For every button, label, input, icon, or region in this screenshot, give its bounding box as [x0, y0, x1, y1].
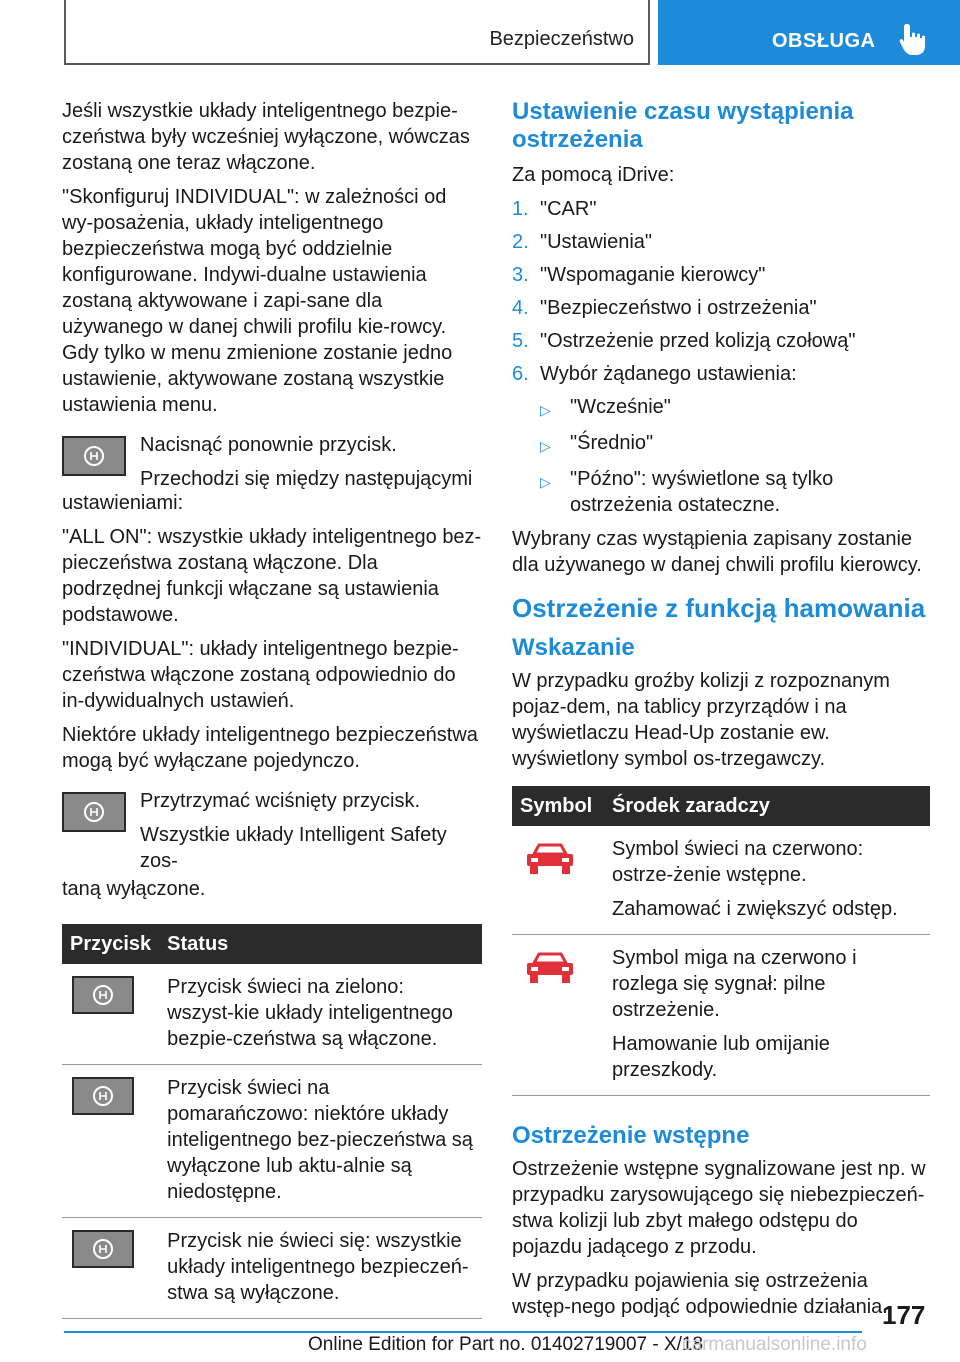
- footer-divider: [64, 1331, 862, 1333]
- triangle-bullet-icon: ▷: [540, 402, 551, 418]
- table-cell: Przycisk świeci na zielono: wszyst-kie układy inteligentnego bezpie-czeństwa są włączone.: [159, 964, 482, 1065]
- table-header: Status: [159, 924, 482, 964]
- header-section-title: Bezpieczeństwo: [489, 28, 634, 50]
- symbol-remedy-table: [512, 786, 930, 1096]
- table-header: Przycisk: [62, 924, 159, 964]
- left-column: [62, 98, 482, 1319]
- header-section-box: [64, 0, 650, 65]
- car-warning-icon: [524, 951, 576, 985]
- intelligent-safety-button-icon: [72, 1077, 134, 1115]
- icon-text: Nacisnąć ponownie przycisk.: [140, 434, 397, 456]
- paragraph: W przypadku groźby kolizji z rozpoznanym pojaz-dem, na tablicy przyrządów i na wyświetlaczu Head-Up zostanie ew. wyświetlony symbol os-trzegawczy.: [512, 670, 890, 770]
- idrive-steps-list: [512, 196, 930, 518]
- list-item: 2. "Ustawienia": [512, 231, 653, 253]
- header-chapter-label: OBSŁUGA: [772, 30, 876, 52]
- sub-options-list: [512, 394, 930, 518]
- paragraph: taną wyłączone.: [62, 878, 206, 900]
- paragraph: Jeśli wszystkie układy inteligentnego bezpie-czeństwa były wcześniej wyłączone, wówczas zostaną one teraz włączone.: [62, 100, 470, 174]
- table-cell: Przycisk nie świeci się: wszystkie układy inteligentnego bezpieczeń-stwa są wyłączone.: [159, 1218, 482, 1319]
- table-cell: Hamowanie lub omijanie przeszkody.: [612, 1033, 830, 1081]
- button-status-table: [62, 924, 482, 1319]
- paragraph: "INDIVIDUAL": układy inteligentnego bezpie-czeństwa włączone zostaną odpowiednio do in-dywidualnych ustawień.: [62, 638, 459, 712]
- footer-watermark: carmanualsonline.info: [682, 1334, 867, 1355]
- intelligent-safety-button-icon: [62, 436, 126, 476]
- paragraph: ustawieniami:: [62, 492, 184, 514]
- table-row: [512, 826, 930, 935]
- subsection-heading: Wskazanie: [512, 634, 635, 661]
- section-heading: Ostrzeżenie z funkcją hamowania: [512, 593, 926, 623]
- list-item: ▷ "Średnio": [540, 430, 930, 459]
- table-cell: Zahamować i zwiększyć odstęp.: [612, 898, 898, 920]
- car-warning-icon: [524, 842, 576, 876]
- icon-text: Wszystkie układy Intelligent Safety zos-: [140, 824, 447, 872]
- icon-paragraph: [62, 432, 482, 496]
- icon-text: Przechodzi się między następującymi: [140, 468, 473, 490]
- table-header: Środek zaradczy: [604, 786, 930, 826]
- table-row: [62, 964, 482, 1065]
- paragraph: "ALL ON": wszystkie układy inteligentnego bez-pieczeństwa zostaną włączone. Dla podrzędnej funkcji włączane są ustawienia podstawowe.: [62, 526, 482, 626]
- paragraph: W przypadku pojawienia się ostrzeżenia wstęp-nego podjąć odpowiednie działania.: [512, 1270, 888, 1318]
- paragraph: Za pomocą iDrive:: [512, 164, 675, 186]
- triangle-bullet-icon: ▷: [540, 474, 551, 490]
- table-row: [512, 935, 930, 1096]
- triangle-bullet-icon: ▷: [540, 438, 551, 454]
- table-header: Symbol: [512, 786, 604, 826]
- table-cell: Symbol świeci na czerwono: ostrze-żenie wstępne.: [612, 838, 864, 886]
- paragraph: Wybrany czas wystąpienia zapisany zostanie dla używanego w danej chwili profilu kierowcy.: [512, 528, 922, 576]
- table-cell: Symbol miga na czerwono i rozlega się sygnał: pilne ostrzeżenie.: [612, 947, 857, 1021]
- paragraph: "Skonfiguruj INDIVIDUAL": w zależności od wy-posażenia, układy inteligentnego bezpieczeństwa mogą być oddzielnie konfigurowane. Indywi-dualne ustawienia zostaną aktywowane i zapi-sane dla używanego w danej chwili profilu kie-rowcy. Gdy tylko w menu zmienione zostanie jedno ustawienie, aktywowane zostaną wszystkie ustawienia menu.: [62, 186, 453, 416]
- page-number: 177: [882, 1300, 926, 1330]
- list-item: 6. Wybór żądanego ustawienia: ▷ "Wcześnie" ▷ "Średnio" ▷ "Późno": wyświetlone są tylko ostrzeżenia ostateczne.: [512, 361, 930, 518]
- icon-text: Przytrzymać wciśnięty przycisk.: [140, 790, 421, 812]
- intelligent-safety-button-icon: [62, 792, 126, 832]
- list-item: 3. "Wspomaganie kierowcy": [512, 264, 766, 286]
- icon-paragraph: [62, 788, 482, 874]
- table-row: [62, 1218, 482, 1319]
- hand-pointer-icon: [898, 22, 930, 56]
- paragraph: Niektóre układy inteligentnego bezpieczeństwa mogą być wyłączane pojedynczo.: [62, 724, 478, 772]
- subsection-heading: Ostrzeżenie wstępne: [512, 1122, 750, 1149]
- list-item: ▷ "Późno": wyświetlone są tylko ostrzeżenia ostateczne.: [540, 468, 834, 516]
- section-heading: Ustawienie czasu wystąpienia ostrzeżenia: [512, 98, 854, 153]
- intelligent-safety-button-icon: [72, 1230, 134, 1268]
- header-chapter-tab: [658, 0, 960, 65]
- table-cell: Przycisk świeci na pomarańczowo: niektóre układy inteligentnego bez-pieczeństwa są wyłączone lub aktu-alnie są niedostępne.: [159, 1065, 482, 1218]
- list-item: 4. "Bezpieczeństwo i ostrzeżenia": [512, 297, 817, 319]
- list-item: ▷ "Wcześnie": [540, 394, 930, 423]
- list-item: 1. "CAR": [512, 198, 597, 220]
- intelligent-safety-button-icon: [72, 976, 134, 1014]
- footer-edition: Online Edition for Part no. 01402719007 - X/18: [308, 1334, 704, 1355]
- list-item: 5. "Ostrzeżenie przed kolizją czołową": [512, 330, 856, 352]
- paragraph: Ostrzeżenie wstępne sygnalizowane jest np. w przypadku zarysowującego się niebezpieczeń-stwa kolizji lub zbyt małego odstępu do pojazdu jadącego z przodu.: [512, 1158, 926, 1258]
- table-row: [62, 1065, 482, 1218]
- right-column: [512, 98, 930, 1328]
